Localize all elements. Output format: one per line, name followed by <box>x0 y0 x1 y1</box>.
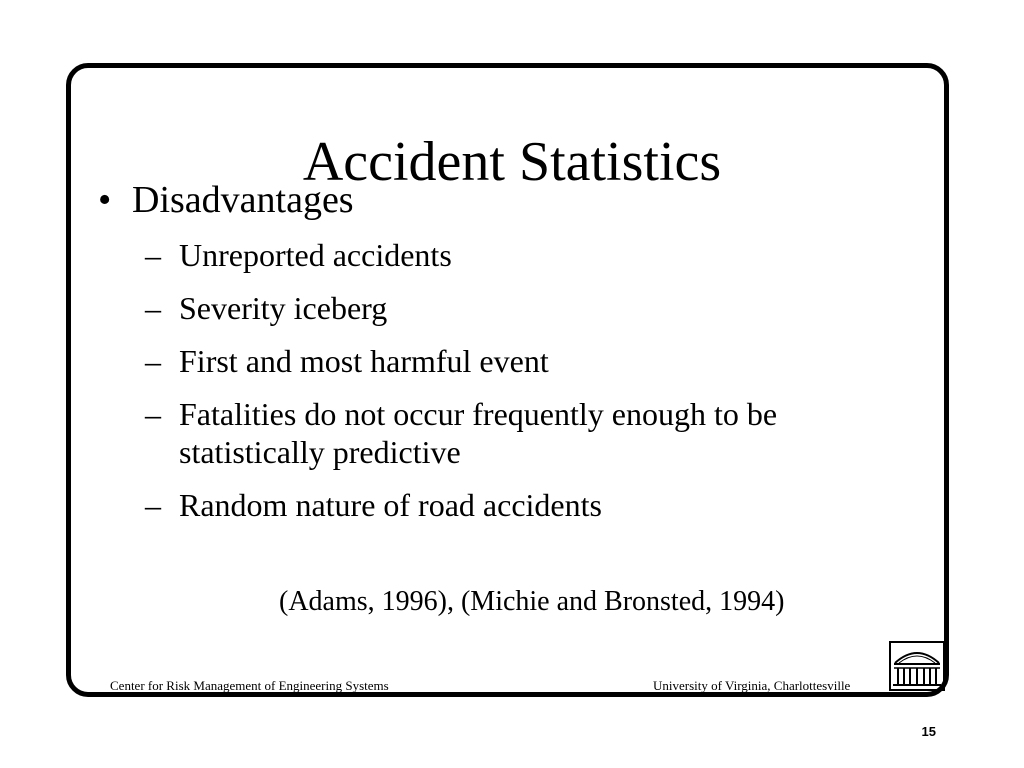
dash-marker: – <box>145 343 161 379</box>
sub-bullet-list <box>145 236 905 539</box>
sub-bullet <box>145 342 905 380</box>
sub-bullet <box>145 289 905 327</box>
main-bullet <box>98 178 354 222</box>
dash-marker: – <box>145 290 161 326</box>
slide-title: Accident Statistics <box>302 131 722 193</box>
sub-bullet-text: Fatalities do not occur frequently enough to be statistically predictive <box>179 396 778 470</box>
main-bullet-text: Disadvantages <box>132 179 354 221</box>
sub-bullet-text: Severity iceberg <box>179 290 388 326</box>
sub-bullet-text: Unreported accidents <box>179 237 452 273</box>
university-rotunda-icon <box>889 641 945 691</box>
dash-marker: – <box>145 237 161 273</box>
dash-marker: – <box>145 396 161 432</box>
footer-organization: Center for Risk Management of Engineering Systems <box>110 678 389 693</box>
sub-bullet-text: Random nature of road accidents <box>179 487 602 523</box>
sub-bullet <box>145 395 899 471</box>
sub-bullet <box>145 486 905 524</box>
page-number: 15 <box>921 724 936 739</box>
dash-marker: – <box>145 487 161 523</box>
citation: (Adams, 1996), (Michie and Bronsted, 1994) <box>279 586 785 617</box>
sub-bullet-text: First and most harmful event <box>179 343 549 379</box>
bullet-marker: • <box>98 179 112 221</box>
footer-university: University of Virginia, Charlottesville <box>653 678 851 693</box>
sub-bullet <box>145 236 905 274</box>
